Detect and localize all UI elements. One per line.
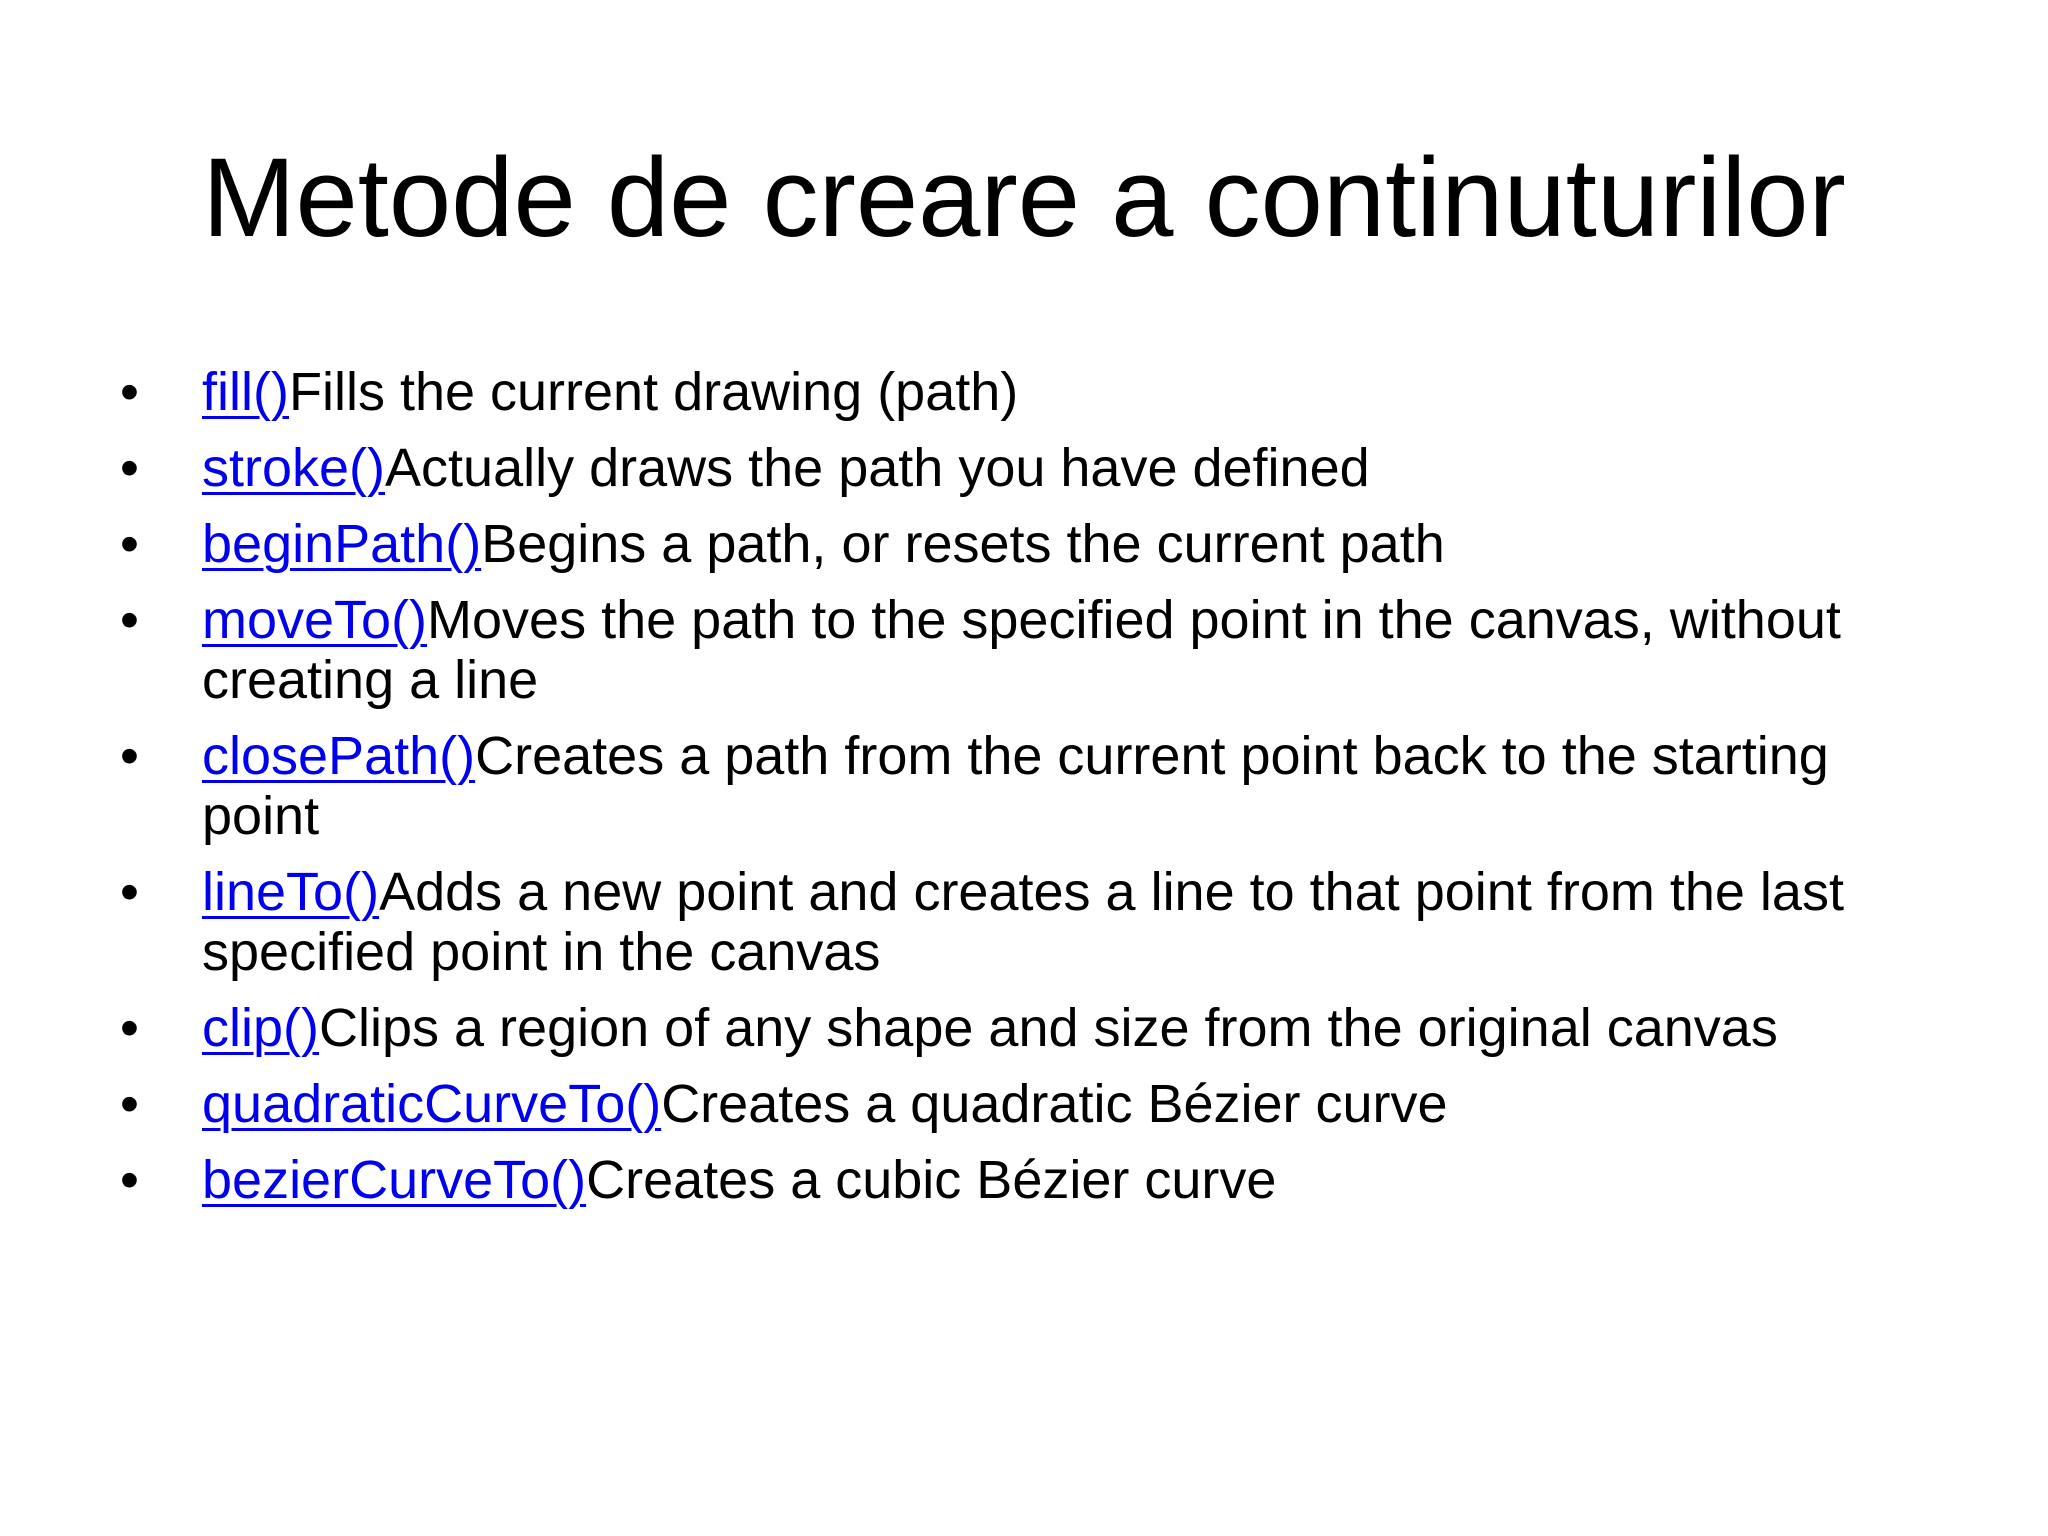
list-item-fill <box>120 362 1950 422</box>
clip-link[interactable]: clip() <box>202 998 319 1058</box>
beziercurveto-link[interactable]: bezierCurveTo() <box>202 1150 587 1210</box>
closepath-link[interactable]: closePath() <box>202 726 476 786</box>
lineto-link[interactable]: lineTo() <box>202 862 380 922</box>
bullet-icon: • <box>120 862 139 922</box>
list-item-lineto <box>120 862 1950 982</box>
list-item-quadraticcurveto <box>120 1074 1950 1134</box>
bullet-icon: • <box>120 998 139 1058</box>
bullet-icon: • <box>120 1074 139 1134</box>
slide-title: Metode de creare a continuturilor <box>202 135 1846 260</box>
fill-description: Fills the current drawing (path) <box>288 362 1019 422</box>
method-list <box>120 362 1950 1226</box>
moveto-description: Moves the path to the specified point in the canvas, without creating a line <box>202 590 1841 710</box>
bullet-icon: • <box>120 438 139 498</box>
list-item-closepath <box>120 726 1950 846</box>
moveto-link[interactable]: moveTo() <box>202 590 428 650</box>
bullet-icon: • <box>120 362 139 422</box>
bullet-icon: • <box>120 590 139 650</box>
quadraticcurveto-link[interactable]: quadraticCurveTo() <box>202 1074 662 1134</box>
fill-link[interactable]: fill() <box>202 362 289 422</box>
closepath-description: Creates a path from the current point back to the starting point <box>202 726 1829 846</box>
bullet-icon: • <box>120 726 139 786</box>
clip-description: Clips a region of any shape and size from the original canvas <box>319 998 1778 1058</box>
quadraticcurveto-description: Creates a quadratic Bézier curve <box>661 1074 1448 1134</box>
beginpath-description: Begins a path, or resets the current path <box>481 514 1445 574</box>
list-item-beginpath <box>120 514 1950 574</box>
list-item-moveto <box>120 590 1950 710</box>
list-item-clip <box>120 998 1950 1058</box>
beginpath-link[interactable]: beginPath() <box>202 514 482 574</box>
list-item-beziercurveto <box>120 1150 1950 1210</box>
bullet-icon: • <box>120 1150 139 1210</box>
stroke-description: Actually draws the path you have defined <box>385 438 1370 498</box>
stroke-link[interactable]: stroke() <box>202 438 386 498</box>
beziercurveto-description: Creates a cubic Bézier curve <box>586 1150 1277 1210</box>
bullet-icon: • <box>120 514 139 574</box>
list-item-stroke <box>120 438 1950 498</box>
lineto-description: Adds a new point and creates a line to that point from the last specified point in the canvas <box>202 862 1844 982</box>
